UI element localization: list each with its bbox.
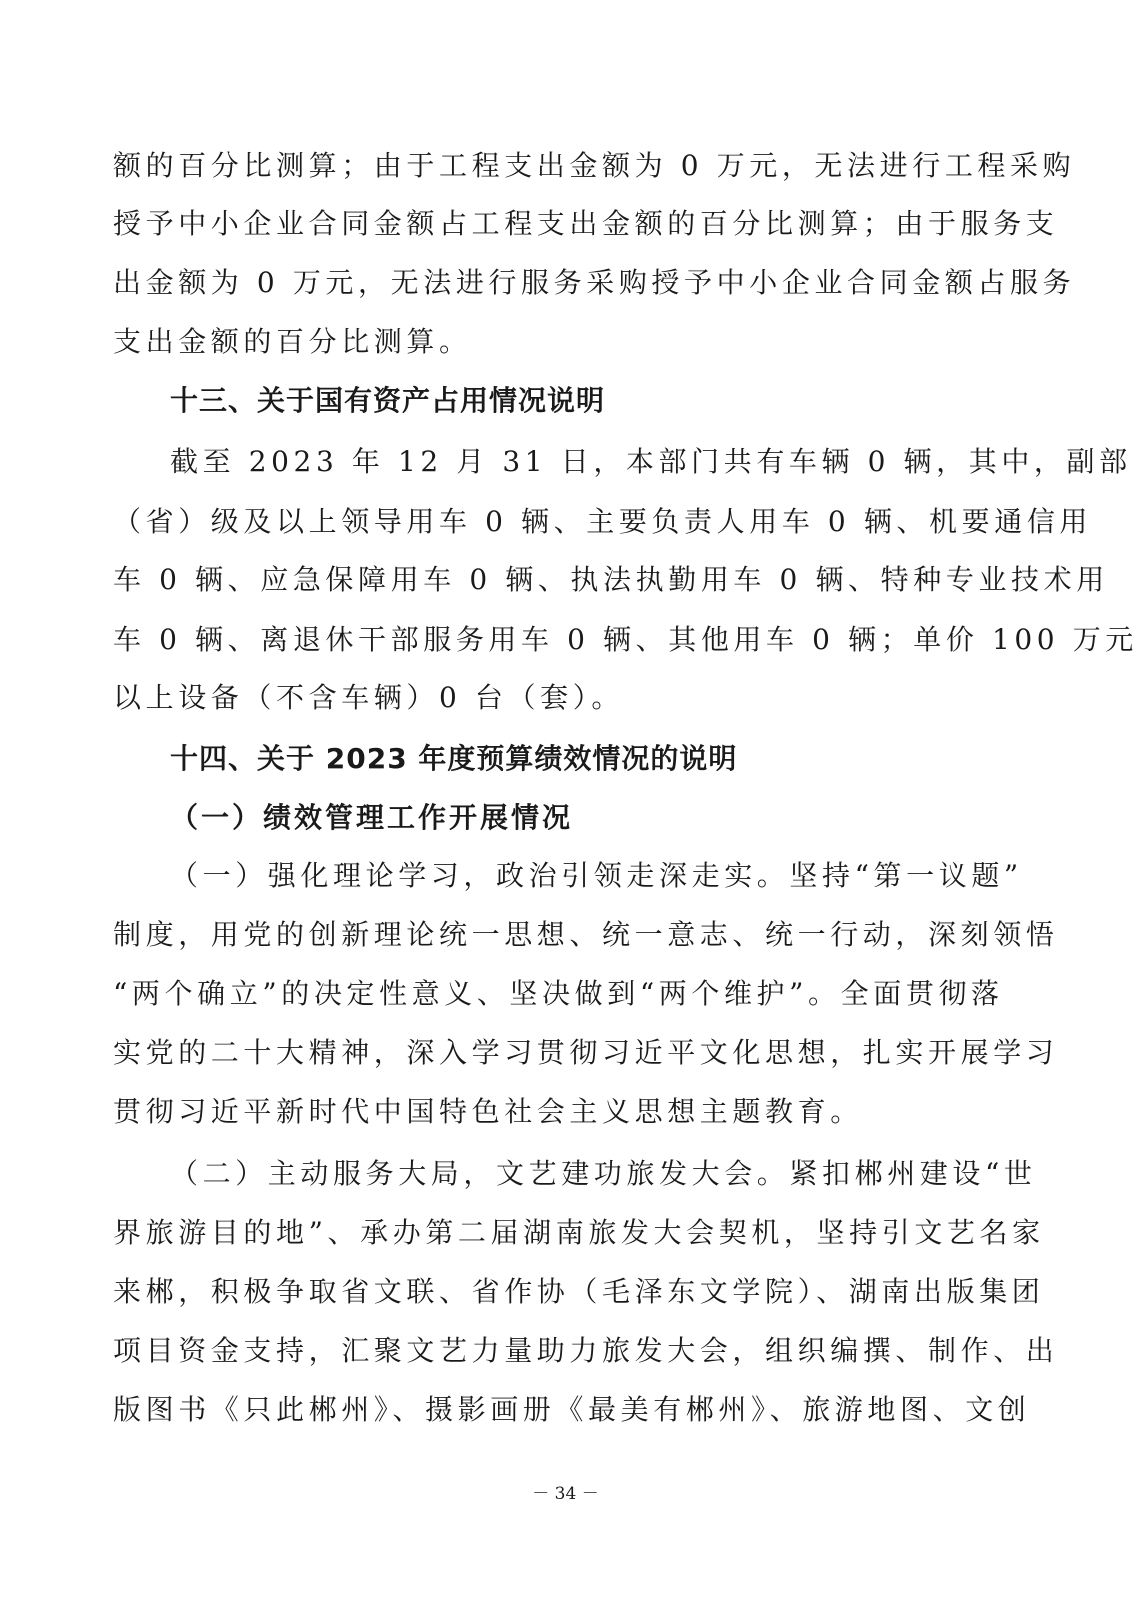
body-line: “两个确立”的决定性意义、坚决做到“两个维护”。全面贯彻落 <box>113 977 1004 1010</box>
section-heading-performance: 十四、关于 2023 年度预算绩效情况的说明 <box>170 742 738 775</box>
body-line: 版图书《只此郴州》、摄影画册《最美有郴州》、旅游地图、文创 <box>113 1393 1031 1426</box>
body-line: （二）主动服务大局，文艺建功旅发大会。紧扣郴州建设“世 <box>170 1157 1037 1190</box>
body-line: 额的百分比测算；由于工程支出金额为 0 万元，无法进行工程采购 <box>113 149 1076 182</box>
body-line: （一）强化理论学习，政治引领走深走实。坚持“第一议题” <box>170 859 1023 892</box>
body-line: 车 0 辆、应急保障用车 0 辆、执法执勤用车 0 辆、特种专业技术用 <box>113 563 1109 596</box>
section-heading-assets: 十三、关于国有资产占用情况说明 <box>170 384 606 417</box>
body-line: 界旅游目的地”、承办第二届湖南旅发大会契机，坚持引文艺名家 <box>113 1216 1045 1249</box>
body-line: 来郴，积极争取省文联、省作协（毛泽东文学院）、湖南出版集团 <box>113 1275 1045 1308</box>
body-line: 实党的二十大精神，深入学习贯彻习近平文化思想，扎实开展学习 <box>113 1036 1059 1069</box>
page-number: － 34 － <box>532 1484 599 1504</box>
subsection-heading: （一）绩效管理工作开展情况 <box>170 801 574 834</box>
body-line: 截至 2023 年 12 月 31 日，本部门共有车辆 0 辆，其中，副部 <box>170 445 1132 478</box>
body-line: 授予中小企业合同金额占工程支出金额的百分比测算；由于服务支 <box>113 207 1059 240</box>
body-line: 贯彻习近平新时代中国特色社会主义思想主题教育。 <box>113 1095 863 1128</box>
body-line: 支出金额的百分比测算。 <box>113 325 472 358</box>
body-line: 车 0 辆、离退休干部服务用车 0 辆、其他用车 0 辆；单价 100 万元 <box>113 623 1138 656</box>
body-line: 以上设备（不含车辆）0 台（套）。 <box>113 681 624 714</box>
body-line: 项目资金支持，汇聚文艺力量助力旅发大会，组织编撰、制作、出 <box>113 1334 1059 1367</box>
body-line: （省）级及以上领导用车 0 辆、主要负责人用车 0 辆、机要通信用 <box>113 505 1093 538</box>
body-line: 制度，用党的创新理论统一思想、统一意志、统一行动，深刻领悟 <box>113 918 1059 951</box>
body-line: 出金额为 0 万元，无法进行服务采购授予中小企业合同金额占服务 <box>113 266 1076 299</box>
